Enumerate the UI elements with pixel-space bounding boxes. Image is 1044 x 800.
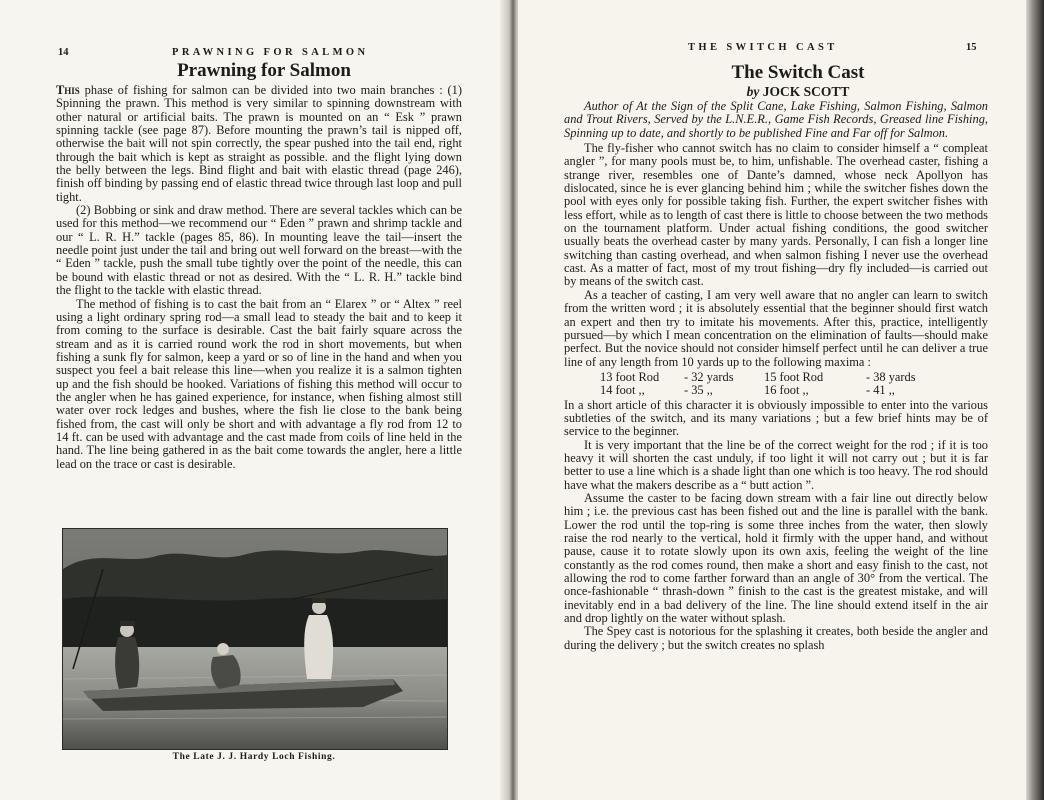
right-page bbox=[518, 0, 1026, 800]
drop-word: This bbox=[56, 83, 80, 97]
page-number: 15 bbox=[966, 42, 977, 53]
table-cell: - 35 ,, bbox=[684, 383, 713, 398]
book-edge bbox=[1026, 0, 1044, 800]
page-number: 14 bbox=[58, 47, 69, 58]
loch-fishing-photo bbox=[62, 528, 448, 750]
photo-caption: The Late J. J. Hardy Loch Fishing. bbox=[172, 752, 336, 762]
left-page bbox=[0, 0, 508, 800]
table-cell: 16 foot ,, bbox=[764, 383, 809, 398]
article-title: The Switch Cast bbox=[731, 62, 865, 83]
running-head: THE SWITCH CAST bbox=[688, 42, 838, 53]
table-cell: 13 foot Rod bbox=[600, 369, 660, 384]
table-cell: 14 foot ,, bbox=[600, 383, 645, 398]
article-body bbox=[564, 100, 988, 652]
paragraph: It is very important that the line be of the correct weight for the rod ; if it is too heavy it will shorten the cast unduly, if too light it will not carry out ; but it is far better to use a line which is a shade light than one which is too heavy. The rod should have what the makers describe as a “ butt action ”. bbox=[564, 437, 988, 492]
paragraph: The method of fishing is to cast the bait from an “ Elarex ” or “ Altex ” reel using a light ordinary spring rod—a small lead to steady the bait and to keep it from coming to the surface is desirable. Cast the bait fairly square across the stream and as it is carried round work the rod in short movements, but when fishing a sunk fly for salmon, keep a yard or so of line in the hand and when you suspect you feel a bait release this line—when you realize it is a salmon tighten up and the fish should be hooked. Variations of fishing this method will occur to the angler when he has gained experience, for instance, when fishing almost still water over rock ledges and bushes, where the fish lie close to the bank being fished from, the cast will only be short and with advantage a fly rod from 12 to 14 ft. can be used with advantage and the cast made from coils of line held in the hand. The line being gathered in as the bait come towards the angler, here a little lead on the trace or cast is desirable. bbox=[56, 296, 462, 471]
running-head: PRAWNING FOR SALMON bbox=[172, 47, 369, 58]
paragraph: As a teacher of casting, I am very well aware that no angler can learn to switch from the written word ; it is absolutely essential that the beginner should first watch an expert and then try to imitate his movements. After this, practice, intelligently pursued—by which I mean concentration on the elimination of faults—should make perfect. But the novice should not consider himself perfect until he can deliver a true line of any length from 10 yards up to the following maxima : bbox=[564, 287, 988, 369]
paragraph: (2) Bobbing or sink and draw method. There are several tackles which can be used for this method—we recommend our “ Eden ” prawn and shrimp tackle and our “ L. R. H.” tackle (pages 85, 86). In mounting leave the tail—insert the needle point just under the tail and bring out well forward on the breast—with the “ Eden ” tackle, push the small tube tightly over the point of the needle, this can be bound with elastic thread or not as desired. With the “ L. R. H.” tackle bind the flight to the tackle with elastic thread. bbox=[56, 203, 462, 298]
paragraph: In a short article of this character it is obviously impossible to enter into the various subtleties of the switch, and its many variations ; but a few brief hints may be of service to the beginner. bbox=[564, 397, 988, 439]
paragraph: This phase of fishing for salmon can be divided into two main branches : (1) Spinning the prawn. This method is very similar to spinning downstream with other natural or artificial baits. The prawn is mounted on an “ Esk ” prawn spinning tackle (see page 87). Before mounting the prawn’s tail is nipped off, otherwise the bait will not spin correctly, the spear pushed into the tail end, right through the bait which is kept as straight as possible. and the flight lying down the belly between the legs. Bind flight and bait with elastic thread (page 246), finish off binding by passing end of elastic thread twice through last loop and pull tight. bbox=[56, 83, 462, 204]
byline: by JOCK SCOTT bbox=[746, 84, 850, 99]
table-cell: - 32 yards bbox=[684, 369, 734, 384]
author-intro: Author of At the Sign of the Split Cane, Lake Fishing, Salmon Fishing, Salmon and Trout Rivers, Served by the L.N.E.R., Game Fish Records, Greased line Fishing, Spinning up to date, and shortly to be published Fine and Far off for Salmon. bbox=[564, 99, 988, 140]
article-body bbox=[56, 84, 462, 471]
table-cell: 15 foot Rod bbox=[764, 369, 824, 384]
table-cell: - 41 ,, bbox=[866, 383, 895, 398]
table-cell: - 38 yards bbox=[866, 369, 916, 384]
paragraph: The fly-fisher who cannot switch has no claim to consider himself a “ compleat angler ”, for many pools must be, to him, unfishable. The overhead caster, fishing a strange river, resembles one of Dante’s damned, whose neck Apollyon has dislocated, since he is ever glancing behind him ; while the switcher fishes down the pool with eyes only for possible taking fish. Further, the expert switcher fishes with less effort, while as to length of cast there is little to choose between the two methods on the tournament platform. Under actual fishing conditions, the good switcher usually beats the overhead caster by many yards. Personally, I can fish a longer line switching than casting overhead, and when salmon fishing I never use the overhead cast. As a matter of fact, most of my trout fishing—dry fly included—is carried out by means of the switch cast. bbox=[564, 141, 988, 289]
article-title: Prawning for Salmon bbox=[177, 60, 351, 81]
paragraph: The Spey cast is notorious for the splashing it creates, both beside the angler and during the delivery ; but the switch creates no splash bbox=[564, 624, 988, 652]
paragraph: Assume the caster to be facing down stream with a fair line out directly below him ; i.e. the previous cast has been fished out and the line is parallel with the bank. Lower the rod until the top-ring is some three inches from the water, then slowly raise the rod nearly to the vertical, hold it firmly with the upper hand, and without pause, cause it to rotate slowly upon its own axis, feeling the weight of the line constantly as the rod comes round, then make a short and easy finish to the cast, not allowing the rod to come farther forward than an angle of 30° from the vertical. The once-fashionable “ thrash-down ” finish to the cast is the greatest mistake, and will inevitably end in a bad delivery of the line. The line should extend itself in the air and drop lightly on the water without splash. bbox=[564, 490, 988, 626]
rod-length-table bbox=[600, 371, 988, 398]
